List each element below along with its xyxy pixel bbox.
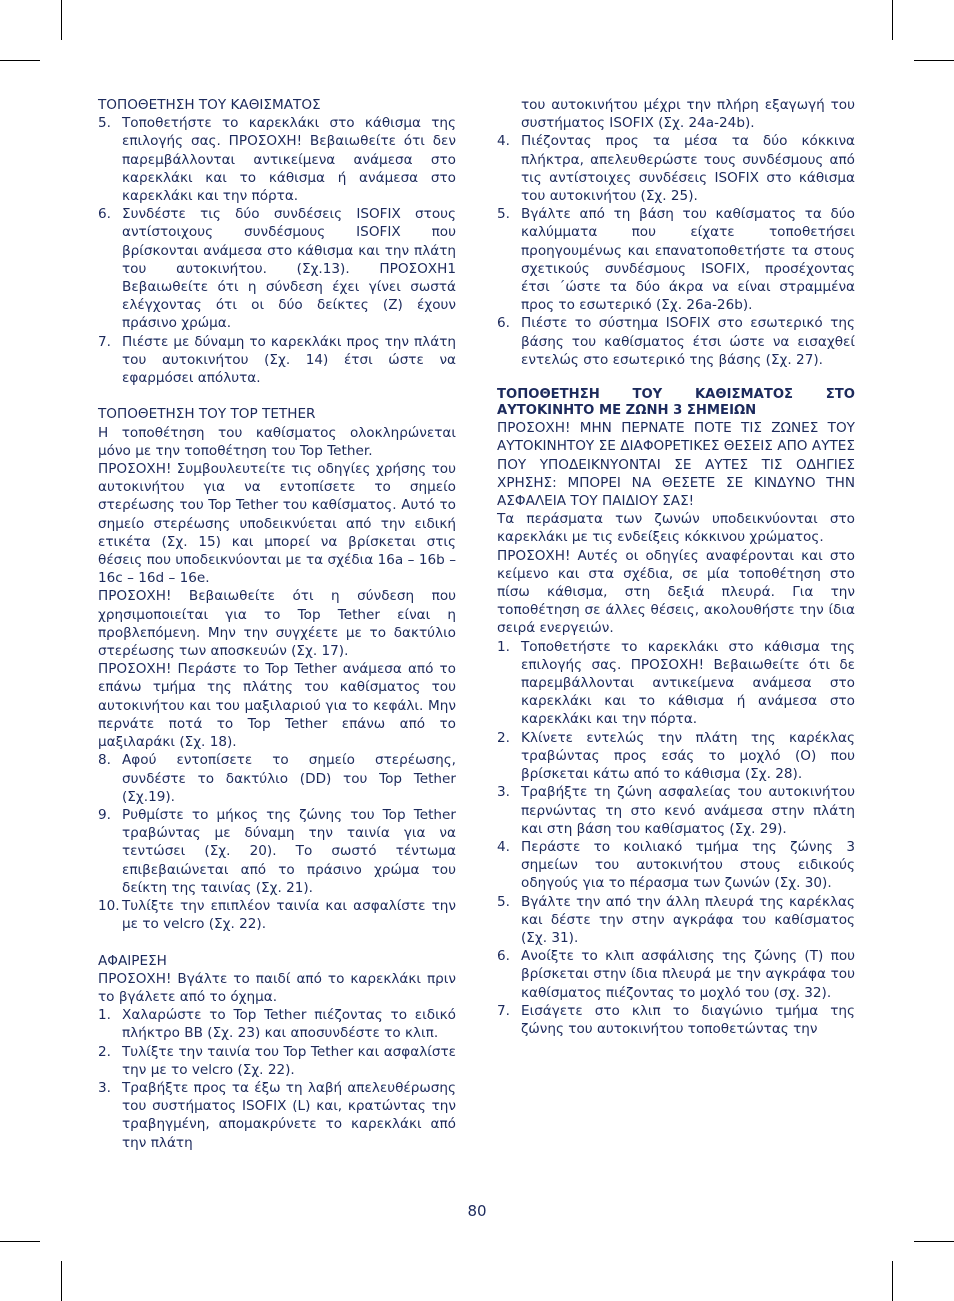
list-text: Ανοίξτε το κλιπ ασφάλισης της ζώνης (T) που βρίσκεται στην ίδια πλευρά με την αγκράφα του καθίσματος πιέζοντας το μοχλό του (σχ. 32). (521, 948, 855, 1001)
list-item (497, 893, 855, 948)
page-number: 80 (467, 1202, 487, 1220)
crop-mark-bl-v (61, 1261, 62, 1301)
left-column (98, 96, 456, 1152)
list-number: 7. (98, 333, 111, 350)
list-text: Τυλίξτε την ταινία του Top Tether και ασφαλίστε την με το velcro (Σχ. 22). (122, 1043, 456, 1078)
list-text: Τοποθετήστε το καρεκλάκι στο κάθισμα της επιλογής σας. ΠΡΟΣΟΧΗ! Βεβαιωθείτε ότι δε παρεμβάλλονται αντικείμενα ανάμεσα στο καρεκλάκι και το κάθισμα ή ανάμεσα στο καρεκλάκι και την πόρτα. (521, 638, 855, 728)
crop-mark-tl-v (61, 0, 62, 40)
paragraph: ΠΡΟΣΟΧΗ! Βεβαιωθείτε ότι η σύνδεση που χρησιμοποιείται για το Top Tether είναι η προβλεπόμενη. Μην την συγχέετε με το δακτύλιο στερέωσης των αποσκευών (Σχ. 17). (98, 588, 456, 660)
crop-mark-br-v (892, 1261, 893, 1301)
list-number: 9. (98, 806, 111, 823)
list-item (98, 1043, 456, 1079)
removal-heading: ΑΦΑΙΡΕΣΗ (98, 952, 167, 969)
list-text: Βγάλτε την από την άλλη πλευρά της καρέκλας και δέστε την στην αγκράφα του καθίσματος (Σχ. 31). (521, 893, 855, 946)
list-text: Τραβήξτε τη ζώνη ασφαλείας του αυτοκινήτου περνώντας τη στο κενό ανάμεσα στην πλάτη και στη βάση του καθίσματος (Σχ. 29). (521, 784, 855, 837)
list-text: Ρυθμίστε το μήκος της ζώνης του Top Tether τραβώντας με δύναμη την ταινία για να τεντώσει (Σχ. 20). Το σωστό τέντωμα επιβεβαιώνεται από το πράσινο χρώμα του δείκτη της ταινίας (Σχ. 21). (122, 806, 456, 896)
list-item (497, 1002, 855, 1038)
list-number: 2. (98, 1043, 111, 1060)
list-item (98, 897, 456, 933)
list-number: 2. (497, 729, 510, 746)
list-item (98, 205, 456, 332)
list-number: 4. (497, 838, 510, 855)
crop-mark-tr-h (914, 60, 954, 61)
paragraph: ΠΡΟΣΟΧΗ! Περάστε το Top Tether ανάμεσα από το επάνω τμήμα της πλάτης του καθίσματος του αυτοκινήτου και του μαξιλαριού για το κεφάλι. Μην περνάτε ποτά το Top Tether επάνω από το μαξιλαράκι (Σχ. 18). (98, 661, 456, 751)
list-text: Χαλαρώστε το Top Tether πιέζοντας το ειδικό πλήκτρο BB (Σχ. 23) και αποσυνδέστε το κλιπ. (122, 1007, 456, 1042)
crop-mark-tl-h (0, 60, 40, 61)
list-number: 7. (497, 1002, 510, 1019)
list-item (497, 132, 855, 205)
list-number: 1. (98, 1007, 111, 1024)
list-text: Πιέστε το σύστημα ISOFIX στο εσωτερικό της βάσης του καθίσματος έτσι ώστε να εισαχθεί εντελώς στο εσωτερικό της βάσης (Σχ. 27). (521, 315, 855, 368)
right-column (497, 96, 855, 1038)
list-item (497, 783, 855, 838)
continued-text: του αυτοκινήτου μέχρι την πλήρη εξαγωγή του συστήματος ISOFIX (Σχ. 24a-24b). (521, 97, 855, 132)
list-item (497, 638, 855, 729)
three-point-belt-heading: ΤΟΠΟΘΕΤΗΣΗ ΤΟΥ ΚΑΘΙΣΜΑΤΟΣ ΣΤΟ ΑΥΤΟΚΙΝΗΤΟ ΜΕ ΖΩΝΗ 3 ΣΗΜΕΙΩΝ (497, 387, 855, 419)
list-number: 6. (497, 315, 510, 332)
list-text: Πιέστε με δύναμη το καρεκλάκι προς την πλάτη του αυτοκινήτου (Σχ. 14) έτσι ώστε να εφαρμόσει απόλυτα. (122, 333, 456, 387)
list-item (497, 838, 855, 893)
list-text: Βγάλτε από τη βάση του καθίσματος τα δύο καλύμματα που είχατε τοποθετήσει προηγουμένως και επανατοποθετήστε τα στους σχετικούς συνδέσμους ISOFIX, προσέχοντας έτσι ´ώστε τα δύο άκρα να είναι στραμμένα προς το εσωτερικό (Σχ. 26a-26b). (521, 206, 855, 314)
list-text: Τοποθετήστε το καρεκλάκι στο κάθισμα της επιλογής σας. ΠΡΟΣΟΧΗ! Βεβαιωθείτε ότι δεν παρεμβάλλονται αντικείμενα ανάμεσα στο καρεκλάκι και το κάθισμα ή ανάμεσα στο καρεκλάκι και την πόρτα. (122, 115, 456, 205)
crop-mark-bl-h (0, 1241, 40, 1242)
list-number: 5. (497, 206, 510, 223)
belt-warning: ΠΡΟΣΟΧΗ! ΜΗΝ ΠΕΡΝΑΤΕ ΠΟΤΕ ΤΙΣ ΖΩΝΕΣ ΤΟΥ ΑΥΤΟΚΙΝΗΤΟΥ ΣΕ ΔΙΑΦΟΡΕΤΙΚΕΣ ΘΕΣΕΙΣ ΑΠΟ ΑΥΤΕΣ ΠΟΥ ΥΠΟΔΕΙΚΝΥΟΝΤΑΙ ΣΕ ΑΥΤΕΣ ΤΙΣ ΟΔΗΓΙΕΣ ΧΡΗΣΗΣ: ΜΠΟΡΕΙ ΝΑ ΘΕΣΕΤΕ ΣΕ ΚΙΝΔΥΝΟ ΤΗΝ ΑΣΦΑΛΕΙΑ ΤΟΥ ΠΑΙΔΙΟΥ ΣΑΣ! (497, 420, 855, 510)
list-text: Αφού εντοπίσετε το σημείο στερέωσης, συνδέστε το δακτύλιο (DD) του Top Tether (Σχ.19). (122, 752, 456, 805)
list-text: Τραβήξτε προς τα έξω τη λαβή απελευθέρωσης του συστήματος ISOFIX (L) και, κρατώντας την τραβηγμένη, απομακρύνετε το καρεκλάκι από την πλάτη (122, 1079, 456, 1151)
paragraph: Η τοποθέτηση του καθίσματος ολοκληρώνεται μόνο με την τοποθέτηση του Top Tether. (98, 424, 456, 459)
list-item (98, 114, 456, 205)
list-number: 8. (98, 752, 111, 769)
list-item (497, 205, 855, 314)
list-item (497, 729, 855, 784)
list-item (497, 947, 855, 1002)
list-number: 3. (497, 784, 510, 801)
list-number: 3. (98, 1079, 111, 1096)
top-tether-heading: ΤΟΠΟΘΕΤΗΣΗ ΤΟΥ TOP TETHER (98, 406, 316, 423)
list-number: 4. (497, 133, 510, 150)
list-number: 10. (98, 897, 120, 914)
paragraph: ΠΡΟΣΟΧΗ! Συμβουλευτείτε τις οδηγίες χρήσης του αυτοκινήτου για να εντοπίσετε το σημείο στερέωσης του Top Tether του καθίσματος. Αυτό το σημείο στερέωσης υποδεικνύεται από την ειδική ετικέτα (Σχ. 15) και μπορεί να βρίσκεται στις θέσεις που υποδεικνύονται με τα σχέδια 16a – 16b – 16c – 16d – 16e. (98, 461, 456, 587)
list-item (98, 333, 456, 388)
list-item (497, 314, 855, 369)
list-text: Τυλίξτε την επιπλέον ταινία και ασφαλίστε την με το velcro (Σχ. 22). (122, 897, 456, 933)
crop-mark-tr-v (892, 0, 893, 40)
crop-mark-br-h (914, 1241, 954, 1242)
list-text: Κλίνετε εντελώς την πλάτη της καρέκλας τραβώντας προς εσάς το μοχλό (O) που βρίσκεται κάτω από το κάθισμα (Σχ. 28). (521, 729, 855, 783)
list-number: 5. (497, 893, 510, 910)
paragraph: Τα περάσματα των ζωνών υποδεικνύονται στο καρεκλάκι με τις ενδείξεις κόκκινου χρώματος. (497, 511, 855, 546)
seat-installation-heading: ΤΟΠΟΘΕΤΗΣΗ ΤΟΥ ΚΑΘΙΣΜΑΤΟΣ (98, 97, 321, 113)
list-item (98, 806, 456, 897)
list-item (98, 1006, 456, 1042)
list-item (98, 751, 456, 806)
removal-warning: ΠΡΟΣΟΧΗ! Βγάλτε το παιδί από το καρεκλάκι πριν το βγάλετε από το όχημα. (98, 970, 456, 1005)
list-text: Περάστε το κοιλιακό τμήμα της ζώνης 3 σημείων του αυτοκινήτου στους ειδικούς οδηγούς για το πέρασμα των ζωνών (Σχ. 30). (521, 838, 855, 892)
list-number: 6. (497, 948, 510, 965)
list-text: Εισάγετε στο κλιπ το διαγώνιο τμήμα της ζώνης του αυτοκινήτου τοποθετώντας την (521, 1002, 855, 1037)
list-text: Συνδέστε τις δύο συνδέσεις ISOFIX στους αντίστοιχους συνδέσμους ISOFIX που βρίσκονται ανάμεσα στο κάθισμα και την πλάτη του αυτοκινήτου. (Σχ.13). ΠΡΟΣΟΧΗ1 Βεβαιωθείτε ότι η σύνδεση έχει γίνει σωστά ελέγχοντας ότι οι δύο δείκτες (Z) έχουν πράσινο χρώμα. (122, 206, 456, 332)
list-number: 1. (497, 638, 510, 655)
list-number: 6. (98, 206, 111, 223)
list-item (98, 1079, 456, 1152)
paragraph: ΠΡΟΣΟΧΗ! Αυτές οι οδηγίες αναφέρονται και στο κείμενο και στα σχέδια, σε μία τοποθέτηση στο πίσω κάθισμα, στη δεξιά πλευρά. Για την τοποθέτηση σε άλλες θέσεις, ακολουθήστε την ίδια σειρά ενεργειών. (497, 547, 855, 637)
list-text: Πιέζοντας προς τα μέσα τα δύο κόκκινα πλήκτρα, απελευθερώστε τους συνδέσμους από τις αντίστοιχες συνδέσεις ISOFIX στο κάθισμα του αυτοκινήτου (Σχ. 25). (521, 133, 855, 205)
list-number: 5. (98, 115, 111, 132)
